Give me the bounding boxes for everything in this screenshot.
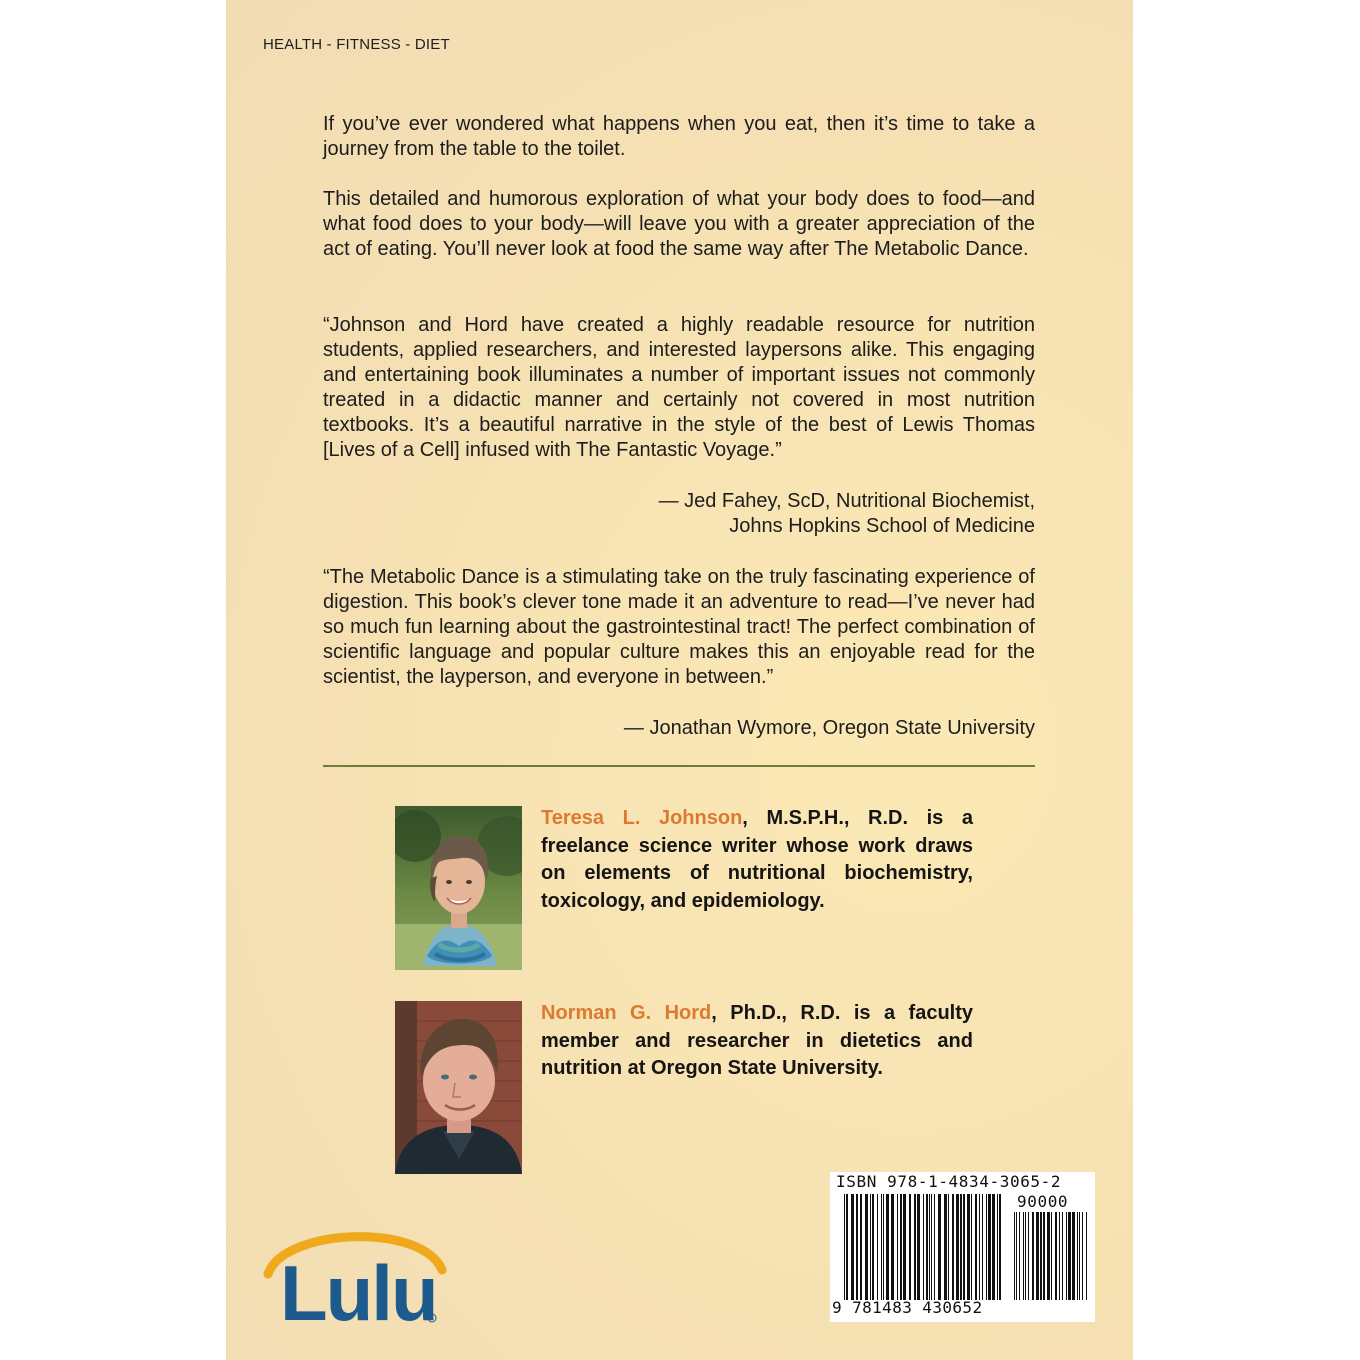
barcode-bar	[986, 1194, 987, 1300]
author-name-hord: Norman G. Hord	[541, 1002, 712, 1024]
barcode-bar	[960, 1194, 962, 1300]
barcode-bar	[856, 1194, 858, 1300]
quote-1-attribution-line1: — Jed Fahey, ScD, Nutritional Biochemist,	[658, 490, 1035, 512]
barcode-bar	[938, 1194, 941, 1300]
barcode-bars-addon	[1014, 1212, 1090, 1300]
author-bio-text-hord: , Ph.D., R.D. is a faculty member and researcher in dietetics and nutrition at Oregon State University.	[541, 1002, 974, 1079]
author-bio-hord	[541, 1000, 973, 1083]
barcode-bar	[1072, 1212, 1075, 1300]
barcode-bar	[979, 1194, 980, 1300]
barcode-digits: 9 781483 430652	[832, 1298, 983, 1317]
barcode-bar	[1077, 1212, 1078, 1300]
barcode-bar	[923, 1194, 924, 1300]
barcode-bar	[1079, 1212, 1080, 1300]
lulu-logo-graphic	[262, 1218, 447, 1328]
barcode-bar	[1082, 1212, 1083, 1300]
barcode-bar	[865, 1194, 868, 1300]
barcode-bar	[944, 1194, 947, 1300]
barcode-bar	[846, 1194, 848, 1300]
barcode-bar	[870, 1194, 871, 1300]
barcode-bar	[900, 1194, 902, 1300]
barcode-bar	[877, 1194, 878, 1300]
barcode-bar	[963, 1194, 965, 1300]
barcode-bar	[988, 1194, 991, 1300]
barcode-bar	[952, 1194, 954, 1300]
barcode-bar	[903, 1194, 906, 1300]
barcode-bar	[1025, 1212, 1026, 1300]
barcode-bar	[1047, 1212, 1050, 1300]
barcode-bar	[1040, 1212, 1042, 1300]
quote-1-text: “Johnson and Hord have created a highly readable resource for nutrition students, applied researchers, and interested laypersons alike. This engaging and entertaining book illuminates a number of important issues not commonly treated in a didactic manner and certainly not covered in most nutrition textbooks. It’s a beautiful narrative in the style of the best of Lewis Thomas [Lives of a Cell] infused with The Fantastic Voyage.”	[323, 314, 1035, 461]
barcode-bar	[926, 1194, 928, 1300]
author-bio-johnson	[541, 805, 973, 915]
author-photo-johnson	[395, 806, 522, 970]
author-photo-hord	[395, 1001, 522, 1174]
barcode-bar	[1043, 1212, 1045, 1300]
barcode-bar	[934, 1194, 935, 1300]
divider-rule	[323, 765, 1035, 767]
quote-1-attribution-line2: Johns Hopkins School of Medicine	[729, 515, 1035, 537]
barcode-bar	[971, 1194, 972, 1300]
author-bio-text-johnson: , M.S.P.H., R.D. is a freelance science writer whose work draws on elements of nutritional biochemistry, toxicology, and epidemiology.	[541, 807, 973, 912]
barcode-bar	[1028, 1212, 1029, 1300]
barcode-bar	[1066, 1212, 1067, 1300]
barcode-bar	[891, 1194, 894, 1300]
barcode-bar	[909, 1194, 911, 1300]
barcode-bar	[1032, 1212, 1034, 1300]
category-label: HEALTH - FITNESS - DIET	[263, 36, 450, 53]
barcode-bar	[886, 1194, 889, 1300]
barcode-bar	[1086, 1212, 1087, 1300]
barcode-bar	[948, 1194, 949, 1300]
quote-2-text: “The Metabolic Dance is a stimulating take on the truly fascinating experience of digestion. This book’s clever tone made it an adventure to read—I’ve never had so much fun learning about the gastrointestinal tract! The perfect combination of scientific language and popular culture makes this an enjoyable read for the scientist, the layperson, and everyone in between.”	[323, 566, 1035, 688]
barcode-bar	[1059, 1212, 1060, 1300]
barcode-bar	[999, 1194, 1001, 1300]
barcode-bar	[1019, 1212, 1020, 1300]
isbn-number: ISBN 978-1-4834-3065-2	[836, 1172, 1062, 1191]
barcode-bar	[917, 1194, 920, 1300]
barcode-bar	[1016, 1212, 1017, 1300]
portrait-woman-image	[395, 806, 522, 970]
barcode-bar	[883, 1194, 884, 1300]
barcode-bar	[992, 1194, 995, 1300]
barcode-bar	[897, 1194, 898, 1300]
barcode-bar	[1036, 1212, 1039, 1300]
barcode-bar	[931, 1194, 932, 1300]
barcode-bar	[982, 1194, 983, 1300]
barcode-bar	[860, 1194, 862, 1300]
barcode-bar	[881, 1194, 882, 1300]
barcode-bar	[914, 1194, 916, 1300]
barcode-bar	[851, 1194, 854, 1300]
barcode-bar	[997, 1194, 998, 1300]
barcode-bar	[1055, 1212, 1057, 1300]
lulu-logo-wordmark: Lulu	[280, 1249, 437, 1328]
isbn-barcode	[830, 1172, 1095, 1322]
barcode-bar	[956, 1194, 959, 1300]
barcode-bar	[1051, 1212, 1052, 1300]
barcode-bar	[1068, 1212, 1071, 1300]
barcode-bar	[844, 1194, 845, 1300]
barcode-bar	[967, 1194, 970, 1300]
barcode-bar	[975, 1194, 977, 1300]
barcode-bar	[872, 1194, 874, 1300]
author-name-johnson: Teresa L. Johnson	[541, 807, 743, 829]
quote-1-attribution	[323, 489, 1035, 539]
price-code: 90000	[1017, 1192, 1069, 1211]
barcode-bar	[1062, 1212, 1063, 1300]
barcode-bars-main	[844, 1194, 1004, 1300]
portrait-man-image	[395, 1001, 522, 1174]
quote-2-attribution: — Jonathan Wymore, Oregon State University	[623, 717, 1035, 739]
barcode-bar	[929, 1194, 930, 1300]
lulu-logo[interactable]	[262, 1218, 447, 1328]
barcode-bar	[1014, 1212, 1015, 1300]
intro-paragraph-1: If you’ve ever wondered what happens when you eat, then it’s time to take a journey from the table to the toilet.	[323, 113, 1035, 160]
back-cover	[226, 0, 1133, 1360]
intro-paragraph-2: This detailed and humorous exploration of what your body does to food—and what food does to your body—will leave you with a greater appreciation of the act of eating. You’ll never look at food the same way after The Metabolic Dance.	[323, 188, 1035, 260]
barcode-bar	[1023, 1212, 1024, 1300]
